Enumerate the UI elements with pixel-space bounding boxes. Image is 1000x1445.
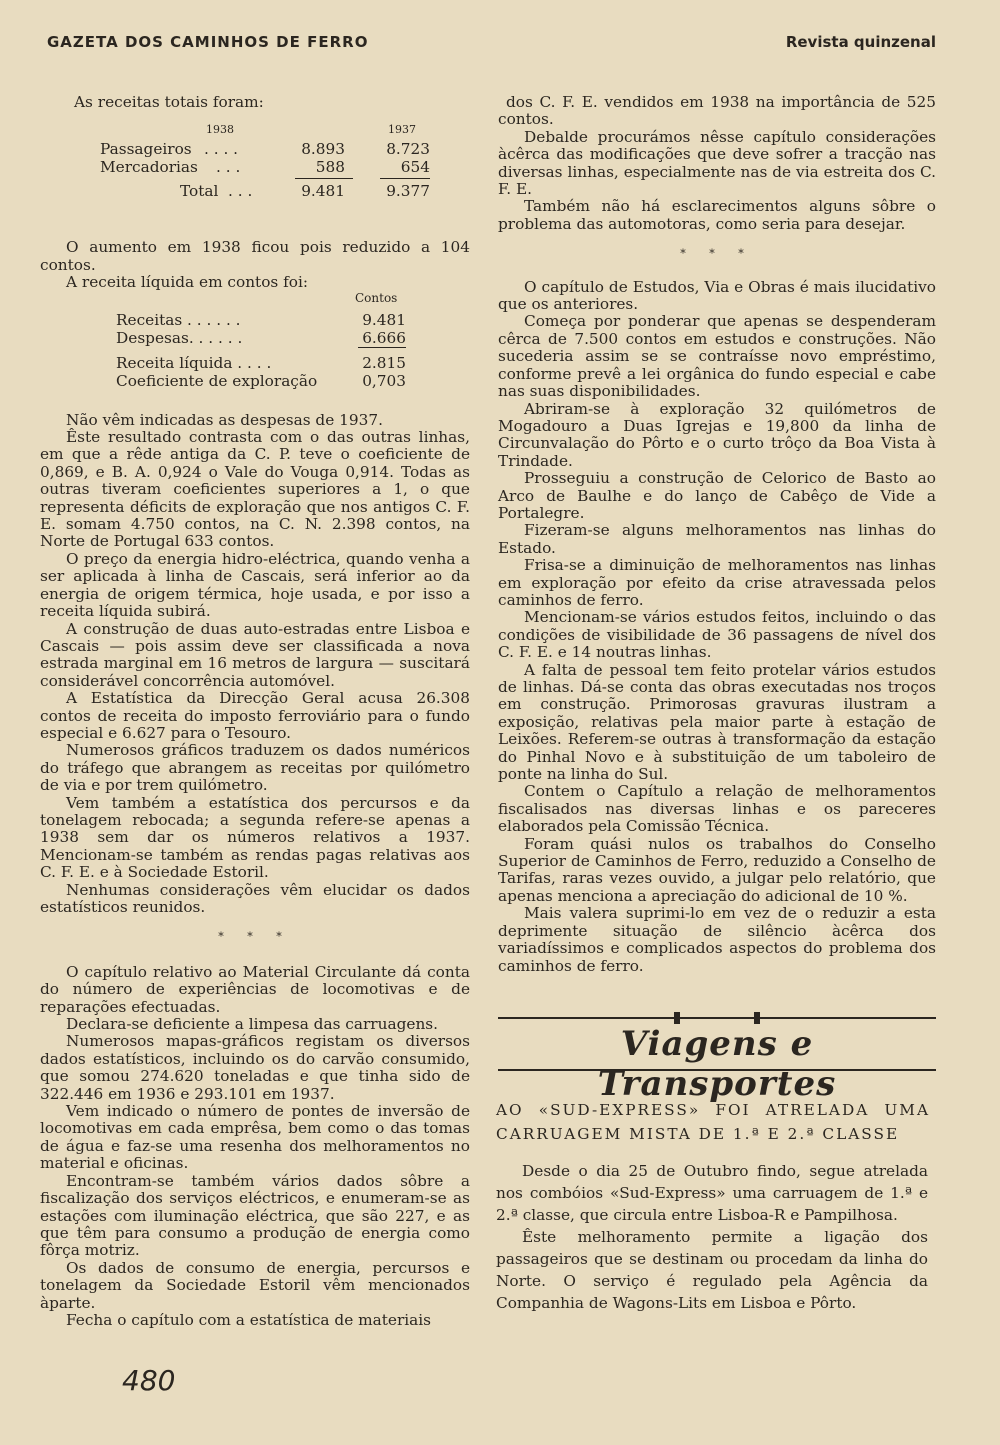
paragraph: Numerosos gráficos traduzem os dados numéricos do tráfego que abrangem as receitas por quilómetro de via e por trem quilómetro. (40, 741, 470, 795)
paragraph: Começa por ponderar que apenas se despenderam cêrca de 7.500 contos em estudos e construções. Não sucederia assim se se contraísse novo empréstimo, conforme prevê a lei orgânica do fundo especial e cabe nas suas disponibilidades. (498, 312, 936, 401)
table-row (100, 159, 430, 176)
paragraph: Também não há esclarecimentos alguns sôbre o problema das automotoras, como seria para desejar. (498, 197, 936, 233)
row-label: Passageiros (100, 140, 192, 159)
paragraph: Não vêm indicadas as despesas de 1937. (66, 410, 383, 429)
table-row (116, 312, 406, 329)
row-value: 2.815 (362, 353, 406, 372)
paragraph: Abriram-se à exploração 32 quilómetros de Mogadouro a Duas Igrejas e 19,800 da linha de Circunvalação do Pôrto e o curto trôço da Boa Vista à Trindade. (498, 399, 936, 470)
row-label: Receita líquida . . . . (116, 353, 272, 372)
paragraph: O preço da energia hidro-eléctrica, quando venha a ser aplicada à linha de Cascais, será inferior ao da energia de origem térmica, hoje usada, e por isso a receita líquida subirá. (40, 549, 470, 621)
article-body (496, 1160, 928, 1314)
paragraph: Prosseguiu a construção de Celorico de Basto ao Arco de Baulhe e do lanço de Cabêço de Vide a Portalegre. (498, 469, 936, 522)
table-row (116, 330, 406, 347)
paragraph: Os dados de consumo de energia, percursos e tonelagem da Sociedade Estoril vêm mencionados àparte. (40, 1258, 470, 1312)
row-value-1937: 8.723 (386, 140, 430, 159)
paragraph: O capítulo de Estudos, Via e Obras é mais ilucidativo que os anteriores. (498, 277, 936, 314)
net-revenue-table (40, 292, 470, 404)
row-value: 9.481 (362, 310, 406, 329)
row-dots: . . . (216, 158, 241, 177)
table-row (100, 141, 430, 158)
left-paragraphs-b (40, 964, 470, 1330)
paragraph: As receitas totais foram: (74, 93, 264, 111)
running-header-title: GAZETA DOS CAMINHOS DE FERRO (47, 33, 369, 51)
page-number: 480 (122, 1364, 176, 1397)
paragraph: Vem também a estatística dos percursos e da tonelagem rebocada; a segunda refere-se apenas a 1938 sem dar os números relativos a 1937. Mencionam-se também as rendas pagas relativas aos C. F. E. e à Sociedade Estoril. (40, 793, 470, 882)
paragraph: Êste resultado contrasta com o das outras linhas, em que a rêde antiga da C. P. teve o coeficiente de 0,869, e B. A. 0,924 o Vale do Vouga 0,914. Todas as outras tiveram coeficientes superiores a 1, o que representa déficits de exploração que nos antigos C. F. E. somam 4.750 contos, na C. N. 2.398 contos, na Norte de Portugal 633 contos. (40, 428, 470, 551)
sum-rule (358, 347, 406, 348)
row-label: Coeficiente de exploração (116, 371, 318, 390)
paragraph: Fecha o capítulo com a estatística de materiais (66, 1310, 432, 1329)
paragraph: Declara-se deficiente a limpesa das carruagens. (66, 1015, 439, 1034)
paragraph: dos C. F. E. vendidos em 1938 na importância de 525 contos. (498, 93, 936, 129)
right-column (498, 94, 936, 975)
left-paragraphs-a (40, 412, 470, 917)
paragraph: O aumento em 1938 ficou pois reduzido a 104 contos. (40, 238, 470, 274)
banner-rule-top (498, 1017, 936, 1019)
paragraph: A receita líquida em contos foi: (66, 273, 309, 292)
row-label: Total (180, 182, 219, 201)
row-dots: . . . (228, 182, 253, 201)
table-row (116, 373, 406, 390)
paragraph: Frisa-se a diminuição de melhoramentos nas linhas em exploração por efeito da crise atravessada pelos caminhos de ferro. (498, 556, 936, 609)
running-header-subtitle: Revista quinzenal (785, 33, 936, 51)
row-label: Mercadorias (100, 158, 198, 177)
banner-ornament (754, 1012, 760, 1024)
paragraph: O capítulo relativo ao Material Circulante dá conta do número de experiências de locomotivas e de reparações efectuadas. (40, 962, 470, 1016)
row-value-1938: 9.481 (301, 182, 345, 201)
paragraph: Vem indicado o número de pontes de inversão de locomotivas em cada emprêsa, bem como o das tomas de água e faz-se uma resenha dos melhoramentos no material e oficinas. (40, 1102, 470, 1173)
banner-ornament (674, 1012, 680, 1024)
banner-rule-bottom (498, 1069, 936, 1071)
paragraph: Contem o Capítulo a relação de melhoramentos fiscalisados nas diversas linhas e os pareceres elaborados pela Comissão Técnica. (498, 782, 936, 836)
sum-rule (295, 178, 353, 179)
row-value-1937: 654 (400, 158, 430, 177)
section-separator: * * * (680, 247, 754, 261)
paragraph: A Estatística da Direcção Geral acusa 26.308 contos de receita do imposto ferroviário para o fundo especial e 6.627 para o Tesouro. (40, 689, 470, 742)
table-header-contos: Contos (355, 290, 398, 305)
paragraph: A falta de pessoal tem feito protelar vários estudos de linhas. Dá-se conta das obras executadas nos troços em construção. Primorosas gravuras ilustram a exposição, relativas pela maior parte à estação de Leixões. Referem-se outras à transformação da estação do Pinhal Novo e à substituição de um taboleiro de ponte na linha do Sul. (498, 660, 936, 784)
paragraph: Numerosos mapas-gráficos registam os diversos dados estatísticos, incluindo os do carvão consumido, que somou 274.620 toneladas e que tinha sido de 322.446 em 1936 e 293.101 em 1937. (40, 1032, 470, 1103)
row-dots: . . . . (204, 140, 239, 159)
row-value-1938: 8.893 (301, 140, 345, 159)
row-value-1938: 588 (315, 158, 345, 177)
table-year-1937: 1937 (388, 123, 416, 137)
paragraph: Foram quási nulos os trabalhos do Conselho Superior de Caminhos de Ferro, reduzido a Conselho de Tarifas, raras vezes ouvido, a julgar pelo relatório, que apenas menciona a apreciação do adicional de 10 %. (498, 834, 936, 905)
paragraph: Mais valera suprimi-lo em vez de o reduzir a esta deprimente situação de silêncio àcêrca dos variadíssimos e complicados aspectos do problema dos caminhos de ferro. (498, 904, 936, 975)
paragraph: Debalde procurámos nêsse capítulo considerações àcêrca das modificações que deve sofrer a tracção nas diversas linhas, especialmente nas de via estreita dos C. F. E. (498, 127, 936, 199)
row-label: Despesas. . . . . . (116, 328, 243, 347)
sum-rule (380, 178, 430, 179)
paragraph: Encontram-se também vários dados sôbre a fiscalização dos serviços eléctricos, e enumeram-se as estações com iluminação eléctrica, que são 227, e as que têm para consumo a produção de energia como fôrça motriz. (40, 1171, 470, 1260)
paragraph: Fizeram-se alguns melhoramentos nas linhas do Estado. (498, 521, 936, 557)
row-value: 0,703 (362, 371, 406, 390)
table-row (100, 183, 430, 200)
paragraph: Desde o dia 25 de Outubro findo, segue atrelada nos combóios «Sud-Express» uma carruagem de 1.ª e 2.ª classe, que circula entre Lisboa-R e Pampilhosa. (496, 1162, 928, 1224)
row-value-1937: 9.377 (386, 182, 430, 201)
paragraph: A construção de duas auto-estradas entre Lisboa e Cascais — pois assim deve ser classificada a nova estrada marginal em 16 metros de largura — suscitará considerável concorrência automóvel. (40, 619, 470, 690)
table-year-1938: 1938 (206, 123, 234, 137)
section-separator: * * * (218, 930, 292, 944)
table-row (116, 355, 406, 372)
section-title: Viagens e Transportes (597, 1024, 837, 1104)
row-value: 6.666 (362, 328, 406, 347)
paragraph: Êste melhoramento permite a ligação dos passageiros que se destinam ou procedam da linha do Norte. O serviço é regulado pela Agência da Companhia de Wagons-Lits em Lisboa e Pôrto. (496, 1228, 928, 1312)
paragraph: Nenhumas considerações vêm elucidar os dados estatísticos reunidos. (40, 880, 470, 916)
left-column (40, 94, 470, 1329)
revenue-table (40, 115, 470, 225)
row-label: Receitas . . . . . . (116, 310, 241, 329)
article-headline: AO «SUD-EXPRESS» FOI ATRELADA UMA CARRUAGEM MISTA DE 1.ª E 2.ª CLASSE (496, 1101, 930, 1143)
section-banner (498, 1012, 936, 1104)
paragraph: Mencionam-se vários estudos feitos, incluindo o das condições de visibilidade de 36 passagens de nível dos C. F. E. e 14 noutras linhas. (498, 608, 936, 662)
